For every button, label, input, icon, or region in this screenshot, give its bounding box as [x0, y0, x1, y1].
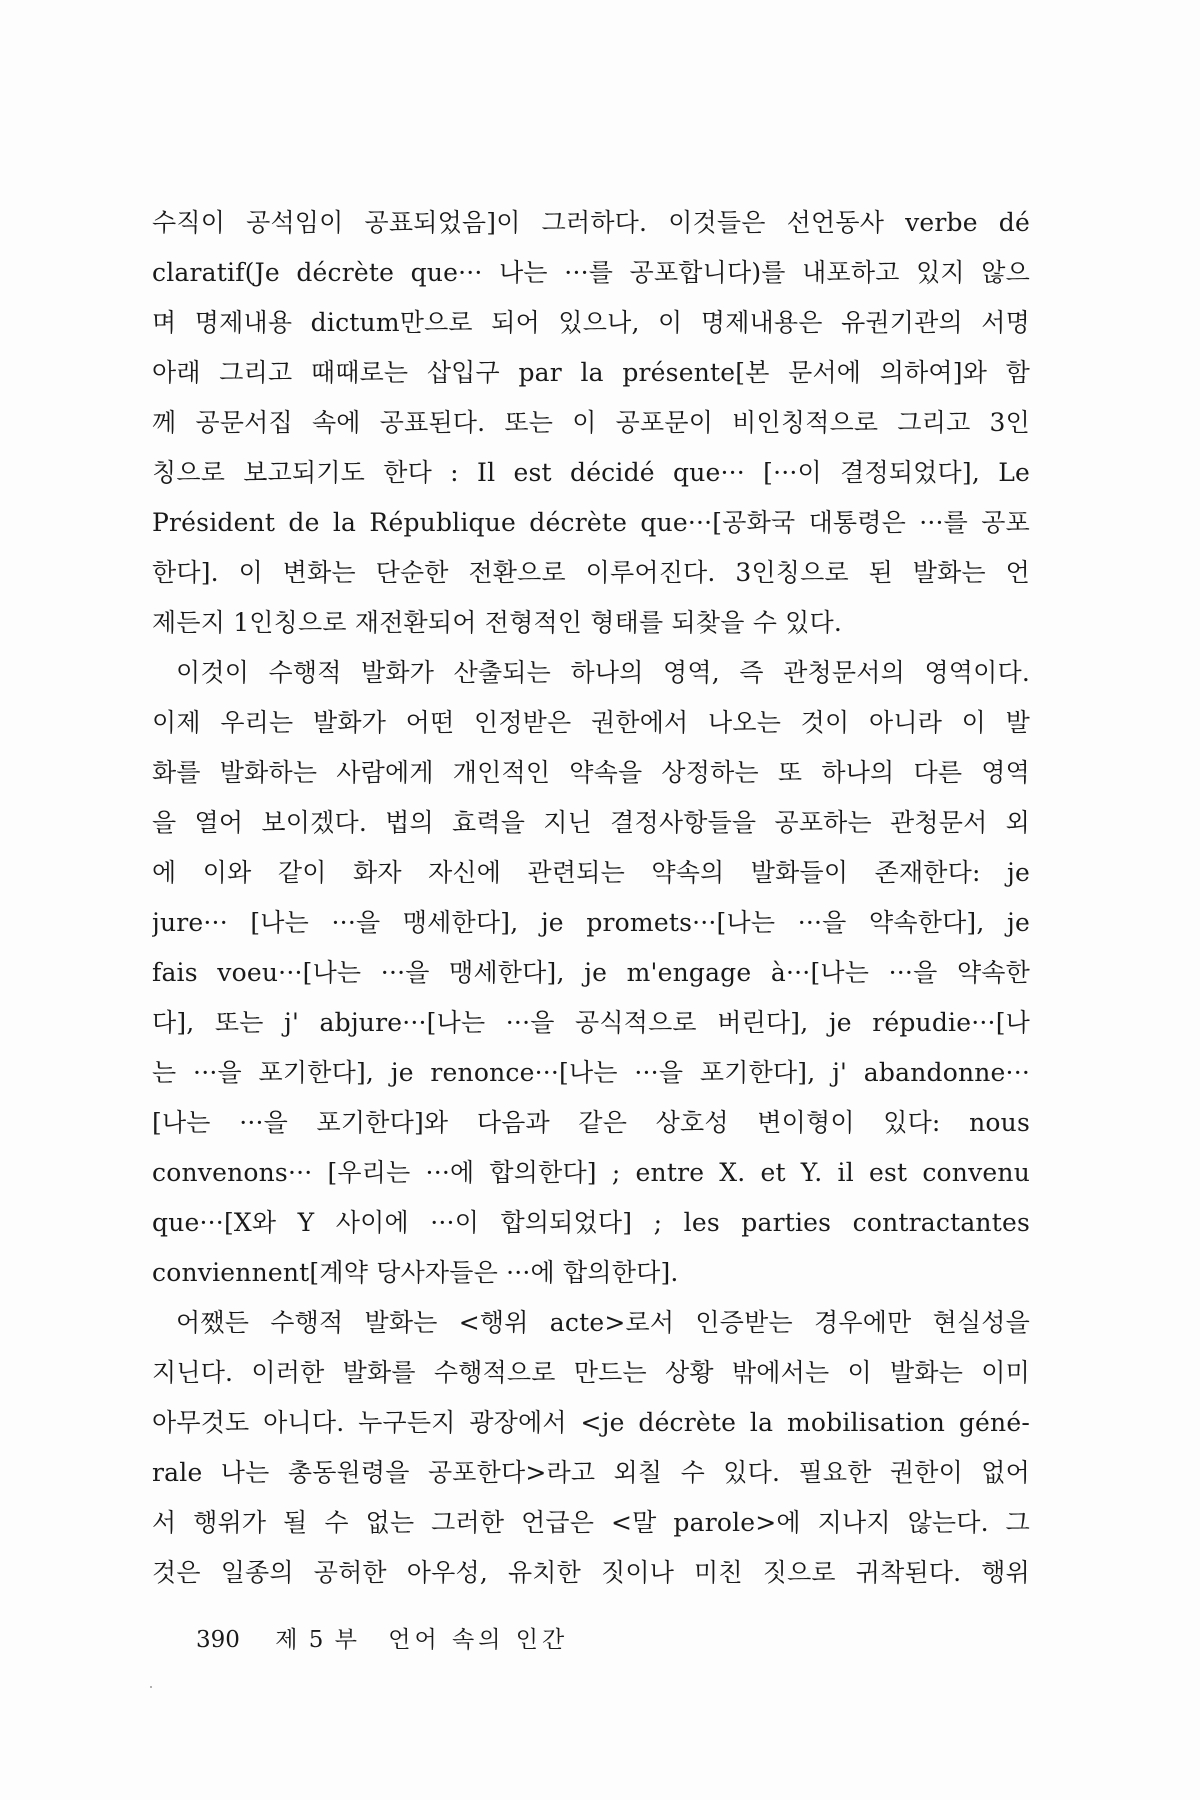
text-line: claratif(Je décrète que··· 나는 ···를 공포합니다)를 내포하고 있지 않으 — [152, 258, 1030, 287]
page-footer — [196, 1620, 568, 1660]
text-line: jure··· [나는 ···을 맹세한다], je promets···[나는 ···을 약속한다], je — [152, 908, 1030, 937]
text-line: convenons··· [우리는 ···에 합의한다] ; entre X. et Y. il est convenu — [152, 1158, 1030, 1187]
chapter-title: 언어 속의 인간 — [388, 1627, 569, 1653]
text-line: 이제 우리는 발화가 어떤 인정받은 권한에서 나오는 것이 아니라 이 발 — [152, 708, 1030, 737]
text-line: rale 나는 총동원령을 공포한다>라고 외칠 수 있다. 필요한 권한이 없어 — [152, 1458, 1030, 1487]
part-label: 제 5 부 — [275, 1627, 359, 1653]
text-line: 는 ···을 포기한다], je renonce···[나는 ···을 포기한다], j' abandonne··· — [152, 1058, 1030, 1087]
text-line: 어쨌든 수행적 발화는 <행위 acte>로서 인증받는 경우에만 현실성을 — [176, 1308, 1030, 1337]
text-line: [나는 ···을 포기한다]와 다음과 같은 상호성 변이형이 있다: nous — [152, 1108, 1030, 1137]
text-line: 아래 그리고 때때로는 삽입구 par la présente[본 문서에 의하여]와 함 — [152, 358, 1030, 387]
text-line: 칭으로 보고되기도 한다 : Il est décidé que··· [···이 결정되었다], Le — [152, 458, 1030, 487]
text-line: 에 이와 같이 화자 자신에 관련되는 약속의 발화들이 존재한다: je — [152, 858, 1030, 887]
page-number: 390 — [196, 1627, 240, 1653]
text-line: 화를 발화하는 사람에게 개인적인 약속을 상정하는 또 하나의 다른 영역 — [152, 758, 1030, 787]
text-line: 이것이 수행적 발화가 산출되는 하나의 영역, 즉 관청문서의 영역이다. — [176, 658, 1030, 687]
text-line: Président de la République décrète que···[공화국 대통령은 ···를 공포 — [152, 508, 1030, 537]
text-line: 며 명제내용 dictum만으로 되어 있으나, 이 명제내용은 유권기관의 서명 — [152, 308, 1030, 337]
body-text — [152, 198, 1030, 1598]
text-line: conviennent[계약 당사자들은 ···에 합의한다]. — [152, 1258, 679, 1287]
text-line: que···[X와 Y 사이에 ···이 합의되었다] ; les parties contractantes — [152, 1208, 1030, 1237]
scan-speck — [150, 1686, 152, 1688]
text-line: 다], 또는 j' abjure···[나는 ···을 공식적으로 버린다], je répudie···[나 — [152, 1008, 1030, 1037]
text-line: 지닌다. 이러한 발화를 수행적으로 만드는 상황 밖에서는 이 발화는 이미 — [152, 1358, 1030, 1387]
text-line: 것은 일종의 공허한 아우성, 유치한 짓이나 미친 짓으로 귀착된다. 행위 — [152, 1558, 1030, 1587]
text-line: 제든지 1인칭으로 재전환되어 전형적인 형태를 되찾을 수 있다. — [152, 608, 843, 637]
text-line: 아무것도 아니다. 누구든지 광장에서 <je décrète la mobilisation géné- — [152, 1408, 1030, 1437]
text-line: 서 행위가 될 수 없는 그러한 언급은 <말 parole>에 지나지 않는다. 그 — [152, 1508, 1030, 1537]
text-line: fais voeu···[나는 ···을 맹세한다], je m'engage à···[나는 ···을 약속한 — [152, 958, 1030, 987]
text-line: 수직이 공석임이 공표되었음]이 그러하다. 이것들은 선언동사 verbe dé — [152, 208, 1030, 237]
text-line: 을 열어 보이겠다. 법의 효력을 지닌 결정사항들을 공포하는 관청문서 외 — [152, 808, 1030, 837]
text-line: 께 공문서집 속에 공표된다. 또는 이 공포문이 비인칭적으로 그리고 3인 — [152, 408, 1030, 437]
text-line: 한다]. 이 변화는 단순한 전환으로 이루어진다. 3인칭으로 된 발화는 언 — [152, 558, 1030, 587]
